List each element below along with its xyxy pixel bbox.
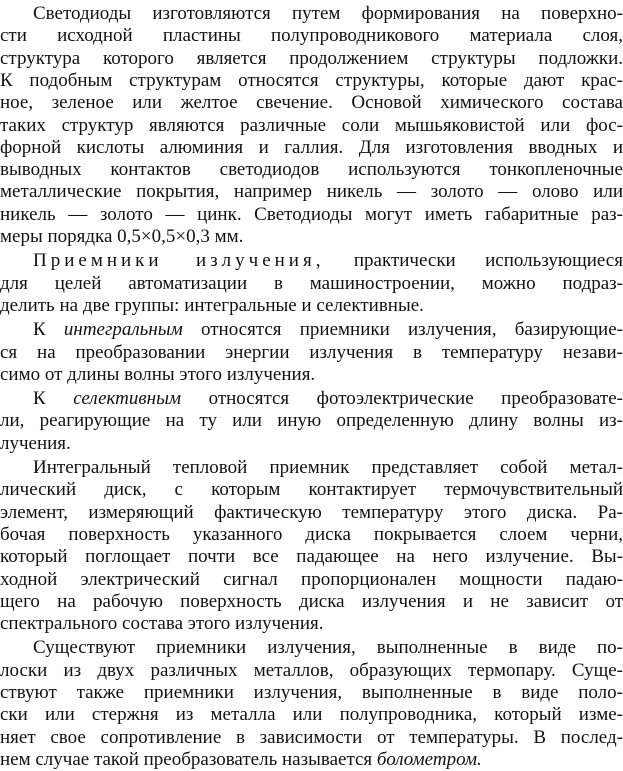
text-line: лучения. bbox=[0, 432, 71, 454]
text-span: К bbox=[33, 388, 74, 410]
text-span: практически использующиеся bbox=[324, 250, 623, 272]
text-line: выводных контактов светодиодов используются тонкопленочные bbox=[0, 159, 623, 181]
text-line: делить на две группы: интегральные и селективные. bbox=[0, 294, 424, 316]
italic-term: селективным bbox=[73, 388, 182, 410]
text-line: который поглощает почти все падающее на него излучение. Вы- bbox=[0, 546, 623, 568]
text-line: ходной электрический сигнал пропорционален мощности падаю- bbox=[0, 568, 623, 590]
text-line bbox=[0, 387, 623, 410]
text-line: элемент, измеряющий фактическую температуру этого диска. Ра- bbox=[0, 501, 623, 523]
text-line: ски или стержня из металла или полупроводника, который изме- bbox=[0, 704, 623, 726]
italic-term: болометром. bbox=[376, 748, 482, 770]
text-span: нем случае такой преобразователь называется bbox=[0, 748, 377, 770]
text-line: Светодиоды изготовляются путем формирования на поверхно- bbox=[33, 3, 623, 24]
text-line: ствуют также приемники излучения, выполненные в виде поло- bbox=[0, 682, 623, 703]
text-line: ное, зеленое или желтое свечение. Основой химического состава bbox=[0, 92, 623, 114]
text-line bbox=[0, 318, 623, 341]
text-line: сти исходной пластины полупроводникового материала слоя, bbox=[0, 25, 623, 47]
spaced-term: Приемники излучения, bbox=[33, 250, 325, 272]
text-line bbox=[0, 249, 623, 272]
italic-term: интегральным bbox=[63, 319, 183, 341]
text-line: лический диск, с которым контактирует термочувствительный bbox=[0, 479, 623, 501]
text-line: ли, реагирующие на ту или иную определенную длину волны из- bbox=[0, 410, 623, 432]
text-span: К bbox=[33, 319, 64, 341]
text-line: Существуют приемники излучения, выполненные в виде по- bbox=[33, 637, 623, 659]
text-line: никель — золото — цинк. Светодиоды могут иметь габаритные раз- bbox=[0, 203, 623, 225]
text-line bbox=[0, 748, 623, 771]
text-line: ся на преобразовании энергии излучения в температуру незави- bbox=[0, 341, 623, 363]
text-line: Интегральный тепловой приемник представляет собой метал- bbox=[33, 457, 623, 478]
text-line: няет свое сопротивление в зависимости от температуры. В послед- bbox=[0, 726, 623, 748]
text-line: спектрального состава этого излучения. bbox=[0, 613, 324, 635]
text-line: меры порядка 0,5×0,5×0,3 мм. bbox=[0, 226, 244, 247]
text-span: относятся фотоэлектрические преобразовате- bbox=[181, 388, 623, 410]
text-line: для целей автоматизации в машиностроении, можно подраз- bbox=[0, 272, 623, 294]
text-line: лоски из двух различных металлов, образующих термопару. Суще- bbox=[0, 659, 623, 681]
text-line: К подобным структурам относятся структуры, которые дают крас- bbox=[0, 69, 623, 91]
text-line: структура которого является продолжением структуры подложки. bbox=[0, 47, 623, 69]
text-line: бочая поверхность указанного диска покрывается слоем черни, bbox=[0, 523, 623, 545]
text-span: относятся приемники излучения, базирующие- bbox=[182, 319, 623, 341]
text-line: форной кислоты алюминия и галлия. Для изготовления вводных и bbox=[0, 136, 623, 158]
text-line: таких структур являются различные соли мышьяковистой или фос- bbox=[0, 114, 623, 136]
text-line: металлические покрытия, например никель — золото — олово или bbox=[0, 181, 623, 203]
text-line: симо от длины волны этого излучения. bbox=[0, 363, 316, 385]
text-line: щего на рабочую поверхность диска излучения и не зависит от bbox=[0, 590, 623, 612]
